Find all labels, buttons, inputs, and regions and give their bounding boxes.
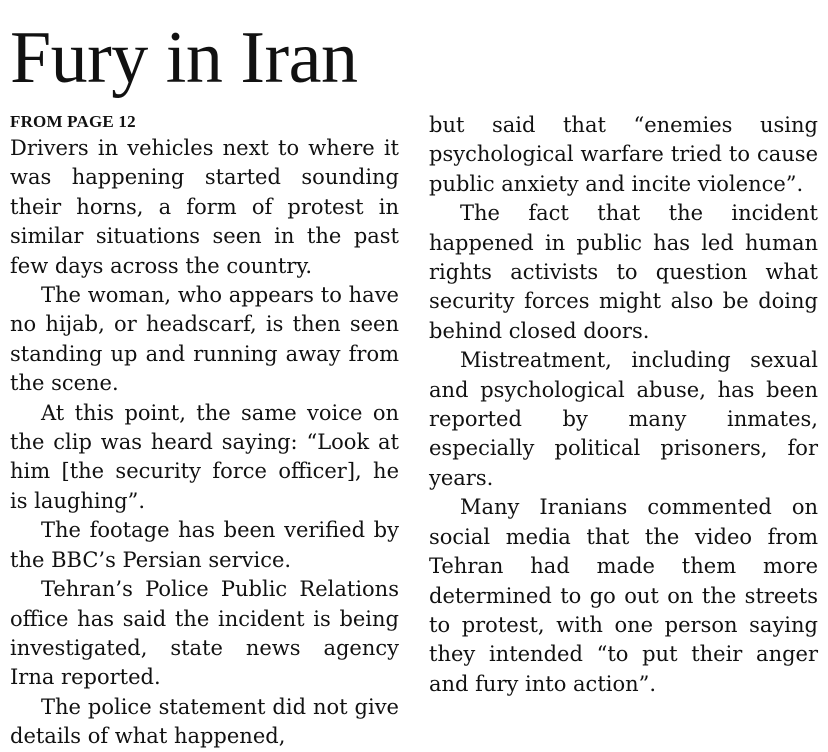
headline: Fury in Iran: [10, 17, 358, 99]
article-column-left: [10, 134, 399, 752]
paragraph: The woman, who appears to have no hijab, or headscarf, is then seen standing up and running away from the scene.: [10, 283, 399, 396]
paragraph: The fact that the incident happened in public has led human rights activists to question what security forces might also be doing behind closed doors.: [429, 201, 818, 343]
paragraph: Many Iranians commented on social media that the video from Tehran had made them more determined to go out on the streets to protest, with one person saying they intended “to put their anger and fury into action”.: [429, 495, 818, 696]
paragraph: At this point, the same voice on the clip was heard saying: “Look at him [the security force officer], he is laughing”.: [10, 400, 399, 513]
paragraph: but said that “enemies using psychological warfare tried to cause public anxiety and incite violence”.: [429, 113, 818, 196]
paragraph: Drivers in vehicles next to where it was happening started sounding their horns, a form of protest in similar situations seen in the past few days across the country.: [10, 136, 399, 278]
article-column-right: [429, 111, 818, 699]
paragraph: Mistreatment, including sexual and psychological abuse, has been reported by many inmates, especially political prisoners, for years.: [429, 348, 818, 490]
paragraph: The footage has been verified by the BBC’s Persian service.: [10, 518, 399, 572]
paragraph: The police statement did not give details of what happened,: [10, 694, 399, 749]
paragraph: Tehran’s Police Public Relations office has said the incident is being investigated, state news agency Irna reported.: [10, 577, 399, 690]
continued-from-label: FROM PAGE 12: [10, 112, 136, 131]
